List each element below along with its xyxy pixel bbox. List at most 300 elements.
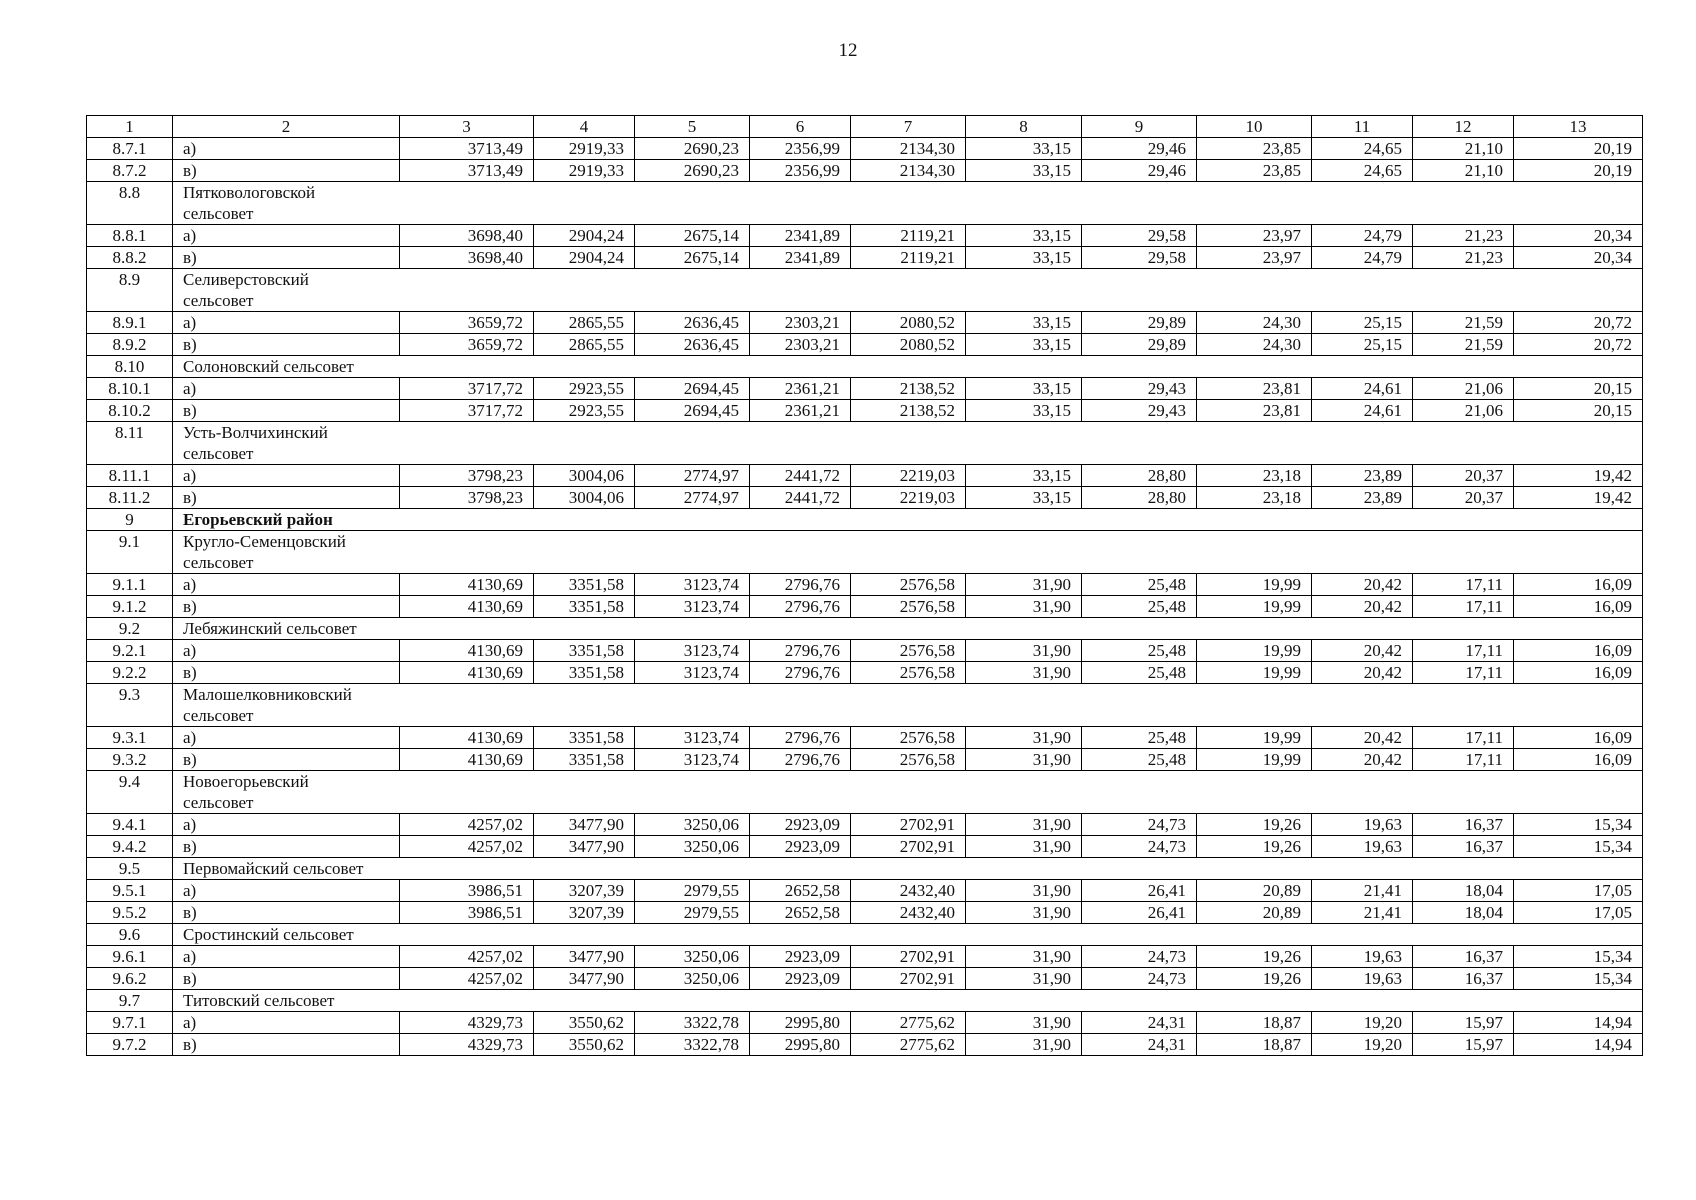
- table-cell: 25,15: [1312, 312, 1413, 334]
- table-cell: 18,87: [1197, 1012, 1312, 1034]
- table-cell: 20,72: [1514, 312, 1643, 334]
- section-row: [87, 269, 1643, 312]
- row-number: 8.10.1: [87, 378, 173, 400]
- table-cell: 23,89: [1312, 487, 1413, 509]
- table-cell: 2796,76: [750, 749, 851, 771]
- table-cell: 3713,49: [400, 160, 534, 182]
- row-number: 8.10: [87, 356, 173, 378]
- table-cell: 2675,14: [635, 225, 750, 247]
- column-header: 5: [635, 116, 750, 138]
- table-cell: 2919,33: [534, 138, 635, 160]
- table-cell: 16,09: [1514, 596, 1643, 618]
- table-cell: 2690,23: [635, 160, 750, 182]
- table-cell: 21,59: [1413, 334, 1514, 356]
- table-cell: 2576,58: [851, 662, 966, 684]
- table-cell: 2441,72: [750, 487, 851, 509]
- table-cell: 25,15: [1312, 334, 1413, 356]
- table-cell: 19,26: [1197, 814, 1312, 836]
- table-cell: 25,48: [1082, 749, 1197, 771]
- table-cell: 2138,52: [851, 400, 966, 422]
- table-cell: 4257,02: [400, 968, 534, 990]
- table-row: [87, 880, 1643, 902]
- row-number: 9.3.1: [87, 727, 173, 749]
- table-cell: 31,90: [966, 814, 1082, 836]
- table-cell: 3123,74: [635, 574, 750, 596]
- table-cell: 2432,40: [851, 902, 966, 924]
- column-header: 11: [1312, 116, 1413, 138]
- section-title: Егорьевский район: [183, 510, 333, 529]
- row-number: 8.11.2: [87, 487, 173, 509]
- table-cell: 29,89: [1082, 312, 1197, 334]
- row-number: 9.4.2: [87, 836, 173, 858]
- table-cell: 2995,80: [750, 1012, 851, 1034]
- row-number: 8.11: [87, 422, 173, 465]
- table-row: [87, 596, 1643, 618]
- table-cell: 21,10: [1413, 138, 1514, 160]
- table-cell: 24,73: [1082, 814, 1197, 836]
- section-row: [87, 771, 1643, 814]
- table-cell: 21,59: [1413, 312, 1514, 334]
- table-cell: 3250,06: [635, 836, 750, 858]
- table-cell: 33,15: [966, 247, 1082, 269]
- table-cell: 33,15: [966, 487, 1082, 509]
- table-cell: 21,41: [1312, 880, 1413, 902]
- table-row: [87, 1034, 1643, 1056]
- table-cell: 23,81: [1197, 400, 1312, 422]
- table-cell: 2774,97: [635, 487, 750, 509]
- table-cell: 2702,91: [851, 836, 966, 858]
- table-cell: 3986,51: [400, 902, 534, 924]
- table-cell: 20,42: [1312, 574, 1413, 596]
- table-cell: 4130,69: [400, 596, 534, 618]
- column-header: 8: [966, 116, 1082, 138]
- table-cell: 31,90: [966, 749, 1082, 771]
- row-number: 9.4.1: [87, 814, 173, 836]
- table-cell: 2119,21: [851, 247, 966, 269]
- row-label: а): [173, 946, 400, 968]
- table-cell: 4130,69: [400, 749, 534, 771]
- table-cell: 2796,76: [750, 574, 851, 596]
- table-cell: 3250,06: [635, 968, 750, 990]
- section-row: [87, 422, 1643, 465]
- table-cell: 16,37: [1413, 814, 1514, 836]
- row-label: а): [173, 727, 400, 749]
- table-cell: 2361,21: [750, 400, 851, 422]
- table-cell: 4130,69: [400, 640, 534, 662]
- table-cell: 16,09: [1514, 749, 1643, 771]
- table-cell: 2303,21: [750, 334, 851, 356]
- row-number: 9.5.1: [87, 880, 173, 902]
- table-cell: 16,09: [1514, 727, 1643, 749]
- row-number: 9.5.2: [87, 902, 173, 924]
- table-cell: 2219,03: [851, 487, 966, 509]
- table-cell: 19,99: [1197, 749, 1312, 771]
- table-cell: 2576,58: [851, 727, 966, 749]
- table-cell: 31,90: [966, 880, 1082, 902]
- row-label: а): [173, 378, 400, 400]
- table-cell: 3004,06: [534, 487, 635, 509]
- table-cell: 23,18: [1197, 465, 1312, 487]
- row-label: в): [173, 160, 400, 182]
- table-cell: 33,15: [966, 334, 1082, 356]
- table-cell: 3351,58: [534, 727, 635, 749]
- table-cell: 3250,06: [635, 814, 750, 836]
- table-cell: 24,73: [1082, 836, 1197, 858]
- table-cell: 31,90: [966, 968, 1082, 990]
- table-cell: 20,42: [1312, 662, 1413, 684]
- table-cell: 21,06: [1413, 378, 1514, 400]
- row-label: в): [173, 749, 400, 771]
- row-label: а): [173, 814, 400, 836]
- table-cell: 3322,78: [635, 1012, 750, 1034]
- table-cell: 2636,45: [635, 334, 750, 356]
- table-body: [87, 116, 1643, 1056]
- table-cell: 3351,58: [534, 574, 635, 596]
- table-cell: 2576,58: [851, 596, 966, 618]
- table-cell: 3123,74: [635, 596, 750, 618]
- column-header: 9: [1082, 116, 1197, 138]
- table-cell: 14,94: [1514, 1012, 1643, 1034]
- row-number: 9.7.1: [87, 1012, 173, 1034]
- table-cell: 4329,73: [400, 1034, 534, 1056]
- row-label: а): [173, 1012, 400, 1034]
- table-cell: 2796,76: [750, 640, 851, 662]
- table-cell: 4130,69: [400, 574, 534, 596]
- table-cell: 16,37: [1413, 836, 1514, 858]
- header-row: [87, 116, 1643, 138]
- section-row: [87, 531, 1643, 574]
- row-number: 8.9: [87, 269, 173, 312]
- table-row: [87, 902, 1643, 924]
- table-cell: 3004,06: [534, 465, 635, 487]
- table-cell: 24,65: [1312, 160, 1413, 182]
- row-label: в): [173, 1034, 400, 1056]
- table-cell: 2923,09: [750, 836, 851, 858]
- row-label: в): [173, 902, 400, 924]
- row-number: 9.3.2: [87, 749, 173, 771]
- table-cell: 3351,58: [534, 662, 635, 684]
- table-cell: 2865,55: [534, 334, 635, 356]
- table-cell: 20,37: [1413, 465, 1514, 487]
- column-header: 4: [534, 116, 635, 138]
- table-cell: 2576,58: [851, 749, 966, 771]
- table-cell: 33,15: [966, 160, 1082, 182]
- table-cell: 20,15: [1514, 378, 1643, 400]
- section-row: [87, 618, 1643, 640]
- section-title: Новоегорьевский сельсовет: [183, 772, 309, 812]
- table-cell: 31,90: [966, 727, 1082, 749]
- table-row: [87, 836, 1643, 858]
- column-header: 6: [750, 116, 851, 138]
- table-cell: 2576,58: [851, 640, 966, 662]
- table-cell: 19,99: [1197, 596, 1312, 618]
- section-title: Титовский сельсовет: [183, 991, 335, 1010]
- row-label: в): [173, 334, 400, 356]
- table-cell: 4130,69: [400, 662, 534, 684]
- table-cell: 19,99: [1197, 574, 1312, 596]
- section-row: [87, 356, 1643, 378]
- table-cell: 26,41: [1082, 880, 1197, 902]
- table-cell: 17,11: [1413, 727, 1514, 749]
- table-cell: 24,65: [1312, 138, 1413, 160]
- table-cell: 20,34: [1514, 247, 1643, 269]
- table-cell: 14,94: [1514, 1034, 1643, 1056]
- table-row: [87, 574, 1643, 596]
- table-cell: 2702,91: [851, 814, 966, 836]
- table-cell: 15,34: [1514, 836, 1643, 858]
- table-cell: 2690,23: [635, 138, 750, 160]
- table-cell: 19,63: [1312, 968, 1413, 990]
- row-number: 9.5: [87, 858, 173, 880]
- table-cell: 3986,51: [400, 880, 534, 902]
- table-cell: 18,04: [1413, 880, 1514, 902]
- row-label: а): [173, 640, 400, 662]
- table-row: [87, 727, 1643, 749]
- table-cell: 15,97: [1413, 1012, 1514, 1034]
- table-cell: 31,90: [966, 1034, 1082, 1056]
- table-cell: 2080,52: [851, 312, 966, 334]
- table-cell: 4257,02: [400, 946, 534, 968]
- table-cell: 15,34: [1514, 814, 1643, 836]
- table-cell: 2904,24: [534, 225, 635, 247]
- table-cell: 3659,72: [400, 334, 534, 356]
- table-cell: 19,63: [1312, 814, 1413, 836]
- table-cell: 24,31: [1082, 1012, 1197, 1034]
- table-cell: 23,89: [1312, 465, 1413, 487]
- table-cell: 19,20: [1312, 1012, 1413, 1034]
- table-row: [87, 138, 1643, 160]
- table-cell: 3477,90: [534, 946, 635, 968]
- row-number: 8.7.2: [87, 160, 173, 182]
- table-cell: 31,90: [966, 946, 1082, 968]
- table-cell: 20,19: [1514, 160, 1643, 182]
- row-number: 9.6.1: [87, 946, 173, 968]
- row-number: 9: [87, 509, 173, 531]
- table-cell: 2865,55: [534, 312, 635, 334]
- table-cell: 29,43: [1082, 378, 1197, 400]
- table-cell: 19,42: [1514, 487, 1643, 509]
- table-cell: 29,58: [1082, 247, 1197, 269]
- table-cell: 19,99: [1197, 662, 1312, 684]
- table-cell: 24,61: [1312, 400, 1413, 422]
- row-number: 9.6: [87, 924, 173, 946]
- table-row: [87, 312, 1643, 334]
- table-cell: 29,46: [1082, 138, 1197, 160]
- table-cell: 24,73: [1082, 968, 1197, 990]
- row-label: в): [173, 968, 400, 990]
- row-number: 8.11.1: [87, 465, 173, 487]
- table-cell: 2796,76: [750, 662, 851, 684]
- row-number: 8.8.2: [87, 247, 173, 269]
- column-header: 12: [1413, 116, 1514, 138]
- table-cell: 2356,99: [750, 160, 851, 182]
- table-row: [87, 247, 1643, 269]
- row-label: а): [173, 880, 400, 902]
- section-title: Кругло-Семенцовский сельсовет: [183, 532, 346, 572]
- table-cell: 2361,21: [750, 378, 851, 400]
- table-cell: 2341,89: [750, 247, 851, 269]
- table-row: [87, 465, 1643, 487]
- table-row: [87, 378, 1643, 400]
- table-row: [87, 225, 1643, 247]
- section-title: Пятковологовской сельсовет: [183, 183, 316, 223]
- row-label: в): [173, 247, 400, 269]
- table-cell: 25,48: [1082, 727, 1197, 749]
- table-cell: 3713,49: [400, 138, 534, 160]
- row-number: 8.8.1: [87, 225, 173, 247]
- table-cell: 20,72: [1514, 334, 1643, 356]
- row-label: в): [173, 662, 400, 684]
- row-number: 9.4: [87, 771, 173, 814]
- table-cell: 31,90: [966, 662, 1082, 684]
- table-cell: 33,15: [966, 312, 1082, 334]
- table-cell: 2652,58: [750, 902, 851, 924]
- table-cell: 33,15: [966, 400, 1082, 422]
- table-cell: 17,11: [1413, 596, 1514, 618]
- table-cell: 19,63: [1312, 836, 1413, 858]
- row-label: а): [173, 225, 400, 247]
- table-cell: 20,42: [1312, 640, 1413, 662]
- row-label: в): [173, 596, 400, 618]
- table-row: [87, 1012, 1643, 1034]
- table-row: [87, 160, 1643, 182]
- section-title: Малошелковниковский сельсовет: [183, 685, 352, 725]
- column-header: 1: [87, 116, 173, 138]
- table-cell: 21,23: [1413, 247, 1514, 269]
- table-cell: 2904,24: [534, 247, 635, 269]
- table-cell: 3659,72: [400, 312, 534, 334]
- table-cell: 2919,33: [534, 160, 635, 182]
- table-cell: 2923,55: [534, 378, 635, 400]
- table-cell: 25,48: [1082, 574, 1197, 596]
- table-cell: 15,97: [1413, 1034, 1514, 1056]
- row-number: 8.9.1: [87, 312, 173, 334]
- table-cell: 19,42: [1514, 465, 1643, 487]
- row-label: в): [173, 836, 400, 858]
- table-cell: 3207,39: [534, 902, 635, 924]
- table-cell: 2341,89: [750, 225, 851, 247]
- table-cell: 31,90: [966, 902, 1082, 924]
- table-row: [87, 334, 1643, 356]
- table-cell: 2432,40: [851, 880, 966, 902]
- table-cell: 2775,62: [851, 1034, 966, 1056]
- table-cell: 23,97: [1197, 225, 1312, 247]
- table-cell: 24,79: [1312, 247, 1413, 269]
- table-row: [87, 662, 1643, 684]
- table-cell: 26,41: [1082, 902, 1197, 924]
- row-label: а): [173, 138, 400, 160]
- row-number: 8.10.2: [87, 400, 173, 422]
- table-cell: 20,15: [1514, 400, 1643, 422]
- table-cell: 23,97: [1197, 247, 1312, 269]
- table-cell: 2636,45: [635, 312, 750, 334]
- table-cell: 31,90: [966, 836, 1082, 858]
- row-number: 8.8: [87, 182, 173, 225]
- table-cell: 3351,58: [534, 640, 635, 662]
- table-cell: 29,58: [1082, 225, 1197, 247]
- table-cell: 16,09: [1514, 662, 1643, 684]
- table-cell: 19,26: [1197, 836, 1312, 858]
- row-number: 9.7.2: [87, 1034, 173, 1056]
- table-cell: 2774,97: [635, 465, 750, 487]
- table-cell: 16,37: [1413, 946, 1514, 968]
- section-row: [87, 924, 1643, 946]
- table-cell: 3123,74: [635, 640, 750, 662]
- table-cell: 20,34: [1514, 225, 1643, 247]
- table-cell: 17,05: [1514, 902, 1643, 924]
- table-cell: 2441,72: [750, 465, 851, 487]
- table-cell: 17,05: [1514, 880, 1643, 902]
- table-cell: 15,34: [1514, 968, 1643, 990]
- table-cell: 31,90: [966, 574, 1082, 596]
- table-cell: 3698,40: [400, 247, 534, 269]
- table-cell: 24,30: [1197, 312, 1312, 334]
- table-cell: 31,90: [966, 1012, 1082, 1034]
- table-cell: 4257,02: [400, 836, 534, 858]
- row-number: 9.2.2: [87, 662, 173, 684]
- table-cell: 2775,62: [851, 1012, 966, 1034]
- table-cell: 19,20: [1312, 1034, 1413, 1056]
- table-cell: 3477,90: [534, 814, 635, 836]
- table-cell: 2796,76: [750, 596, 851, 618]
- row-label: а): [173, 465, 400, 487]
- table-cell: 3477,90: [534, 836, 635, 858]
- table-cell: 23,85: [1197, 160, 1312, 182]
- table-cell: 2119,21: [851, 225, 966, 247]
- table-row: [87, 749, 1643, 771]
- table-cell: 28,80: [1082, 465, 1197, 487]
- table-cell: 3798,23: [400, 465, 534, 487]
- table-cell: 23,81: [1197, 378, 1312, 400]
- column-header: 7: [851, 116, 966, 138]
- table-cell: 19,26: [1197, 968, 1312, 990]
- table-cell: 4130,69: [400, 727, 534, 749]
- table-cell: 19,99: [1197, 640, 1312, 662]
- table-cell: 2652,58: [750, 880, 851, 902]
- section-title: Лебяжинский сельсовет: [183, 619, 357, 638]
- section-row: [87, 684, 1643, 727]
- table-cell: 3717,72: [400, 378, 534, 400]
- table-cell: 2138,52: [851, 378, 966, 400]
- table-cell: 2675,14: [635, 247, 750, 269]
- table-cell: 25,48: [1082, 596, 1197, 618]
- table-cell: 24,30: [1197, 334, 1312, 356]
- table-cell: 4257,02: [400, 814, 534, 836]
- table-cell: 3798,23: [400, 487, 534, 509]
- table-cell: 31,90: [966, 596, 1082, 618]
- table-cell: 2134,30: [851, 138, 966, 160]
- table-cell: 20,42: [1312, 749, 1413, 771]
- table-cell: 20,89: [1197, 902, 1312, 924]
- table-cell: 3123,74: [635, 727, 750, 749]
- table-cell: 16,09: [1514, 640, 1643, 662]
- table-cell: 2995,80: [750, 1034, 851, 1056]
- table-cell: 2219,03: [851, 465, 966, 487]
- table-cell: 24,79: [1312, 225, 1413, 247]
- table-cell: 24,73: [1082, 946, 1197, 968]
- table-cell: 29,46: [1082, 160, 1197, 182]
- table-cell: 33,15: [966, 378, 1082, 400]
- section-title: Селиверстовский сельсовет: [183, 270, 309, 310]
- table-cell: 28,80: [1082, 487, 1197, 509]
- table-cell: 3322,78: [635, 1034, 750, 1056]
- row-label: в): [173, 400, 400, 422]
- column-header: 13: [1514, 116, 1643, 138]
- column-header: 3: [400, 116, 534, 138]
- table-cell: 3550,62: [534, 1012, 635, 1034]
- table-cell: 18,87: [1197, 1034, 1312, 1056]
- table-row: [87, 814, 1643, 836]
